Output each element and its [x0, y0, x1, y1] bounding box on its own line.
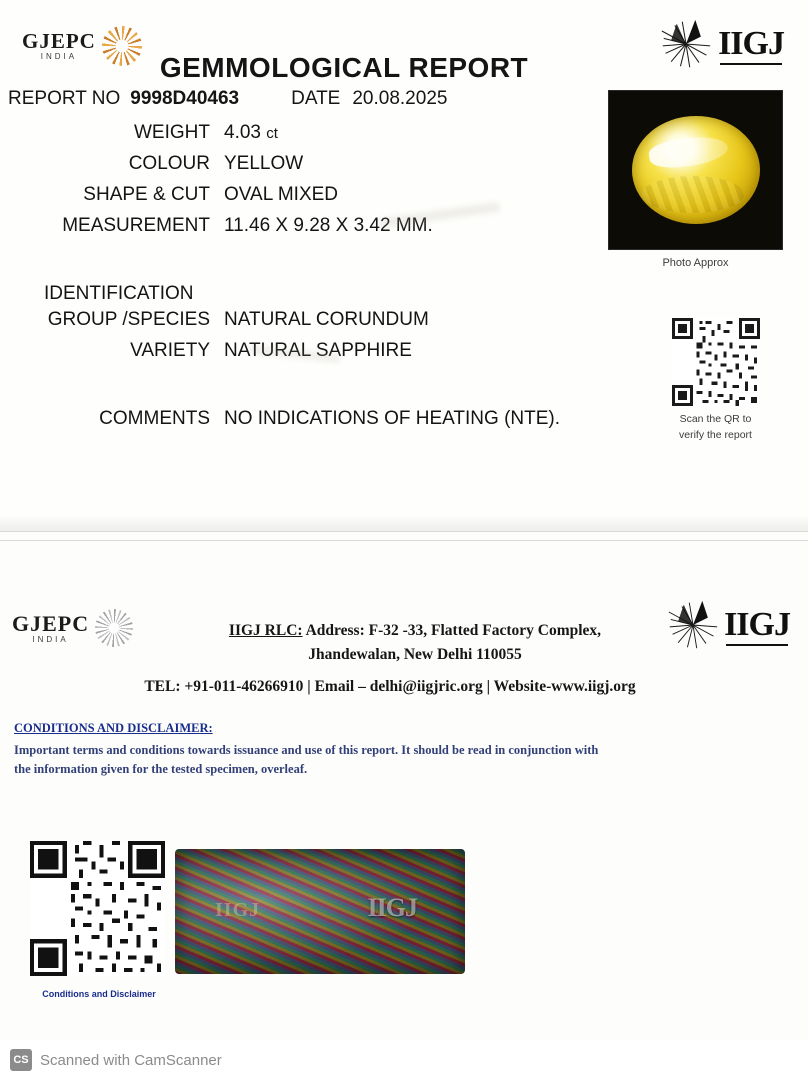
camscanner-footer [0, 1040, 808, 1080]
report-no-label: REPORT NO [8, 88, 121, 109]
spec-value-measurement: 11.46 X 9.28 X 3.42 MM. [224, 215, 433, 236]
qr-caption-line1: Scan the QR to [679, 413, 752, 425]
gjepc-name: GJEPC [22, 29, 96, 53]
report-no-value: 9998D40463 [130, 88, 240, 109]
identification-heading: IDENTIFICATION [44, 283, 194, 304]
sunburst-icon-back [95, 609, 133, 647]
gjepc-logo-back [12, 609, 133, 647]
qr-back-caption: Conditions and Disclaimer [42, 989, 156, 999]
camscanner-label: Scanned with CamScanner [40, 1051, 222, 1069]
hologram-text-secondary: IIGJ [215, 899, 261, 921]
contact-line: TEL: +91-011-46266910 | Email – delhi@iigjric.org | Website-www.iigj.org [144, 678, 636, 695]
camscanner-badge-icon: CS [10, 1049, 32, 1071]
ident-label-variety: VARIETY [130, 340, 210, 361]
spec-label-colour: COLOUR [128, 153, 210, 174]
iigj-wordmark-back: IIGJ [724, 606, 790, 643]
spec-value-colour: YELLOW [224, 153, 304, 174]
table-row [0, 340, 600, 362]
conditions-line-2: the information given for the tested specimen, overleaf. [14, 762, 308, 777]
address-street: Address: F-32 -33, Flatted Factory Complex, [305, 622, 602, 639]
address-prefix: IIGJ RLC: [228, 622, 303, 639]
spec-value-shape-cut: OVAL MIXED [224, 184, 339, 205]
iigj-logo-back [665, 599, 790, 651]
qr-caption-line2: verify the report [679, 428, 752, 441]
verification-qr-code[interactable] [672, 318, 760, 406]
specifications-list [0, 122, 600, 246]
report-card-front [0, 0, 808, 532]
table-row [0, 309, 600, 331]
report-number-row [8, 88, 447, 110]
conditions-title: CONDITIONS AND DISCLAIMER: [14, 721, 213, 735]
page-title: GEMMOLOGICAL REPORT [159, 52, 529, 83]
date-value: 20.08.2025 [352, 88, 448, 109]
conditions-qr-code[interactable] [30, 841, 165, 976]
ident-label-group-species: GROUP /SPECIES [47, 309, 210, 330]
date-label: DATE [291, 88, 341, 109]
report-card-back [0, 540, 808, 1040]
gjepc-wordmark-back [12, 610, 90, 644]
gjepc-subtitle-back: INDIA [32, 634, 69, 644]
address-line-2: Jhandewalan, New Delhi 110055 [308, 646, 522, 664]
gjepc-subtitle: INDIA [40, 52, 78, 61]
qr-caption [643, 412, 788, 444]
weight-number: 4.03 [224, 122, 261, 143]
security-hologram [175, 849, 465, 974]
spec-row [0, 153, 600, 175]
conditions-body [14, 741, 779, 780]
spec-row [0, 122, 600, 144]
address-block [150, 619, 680, 667]
comments-row [0, 408, 640, 430]
spec-value-weight [224, 122, 278, 144]
spec-label-weight: WEIGHT [134, 122, 210, 143]
spec-row [0, 184, 600, 206]
identification-list [0, 309, 600, 371]
weight-unit: ct [266, 125, 278, 142]
conditions-line-1: Important terms and conditions towards issuance and use of this report. It should be read in conjunction with [14, 743, 599, 757]
ident-value-group-species: NATURAL CORUNDUM [224, 309, 429, 330]
gjepc-name-back: GJEPC [12, 610, 90, 636]
gem-photo [608, 90, 783, 250]
hologram-text: IIGJ [367, 893, 417, 922]
photo-caption: Photo Approx [662, 257, 729, 269]
comments-value: NO INDICATIONS OF HEATING (NTE). [224, 408, 561, 429]
gemstone-image [632, 116, 760, 224]
spec-label-measurement: MEASUREMENT [62, 215, 210, 236]
spec-row [0, 215, 600, 237]
address-line-1 [150, 619, 680, 643]
iigj-wordmark: IIGJ [718, 25, 784, 62]
comments-label: COMMENTS [99, 408, 210, 429]
ident-value-variety: NATURAL SAPPHIRE [224, 340, 412, 361]
spec-label-shape-cut: SHAPE & CUT [83, 184, 210, 205]
